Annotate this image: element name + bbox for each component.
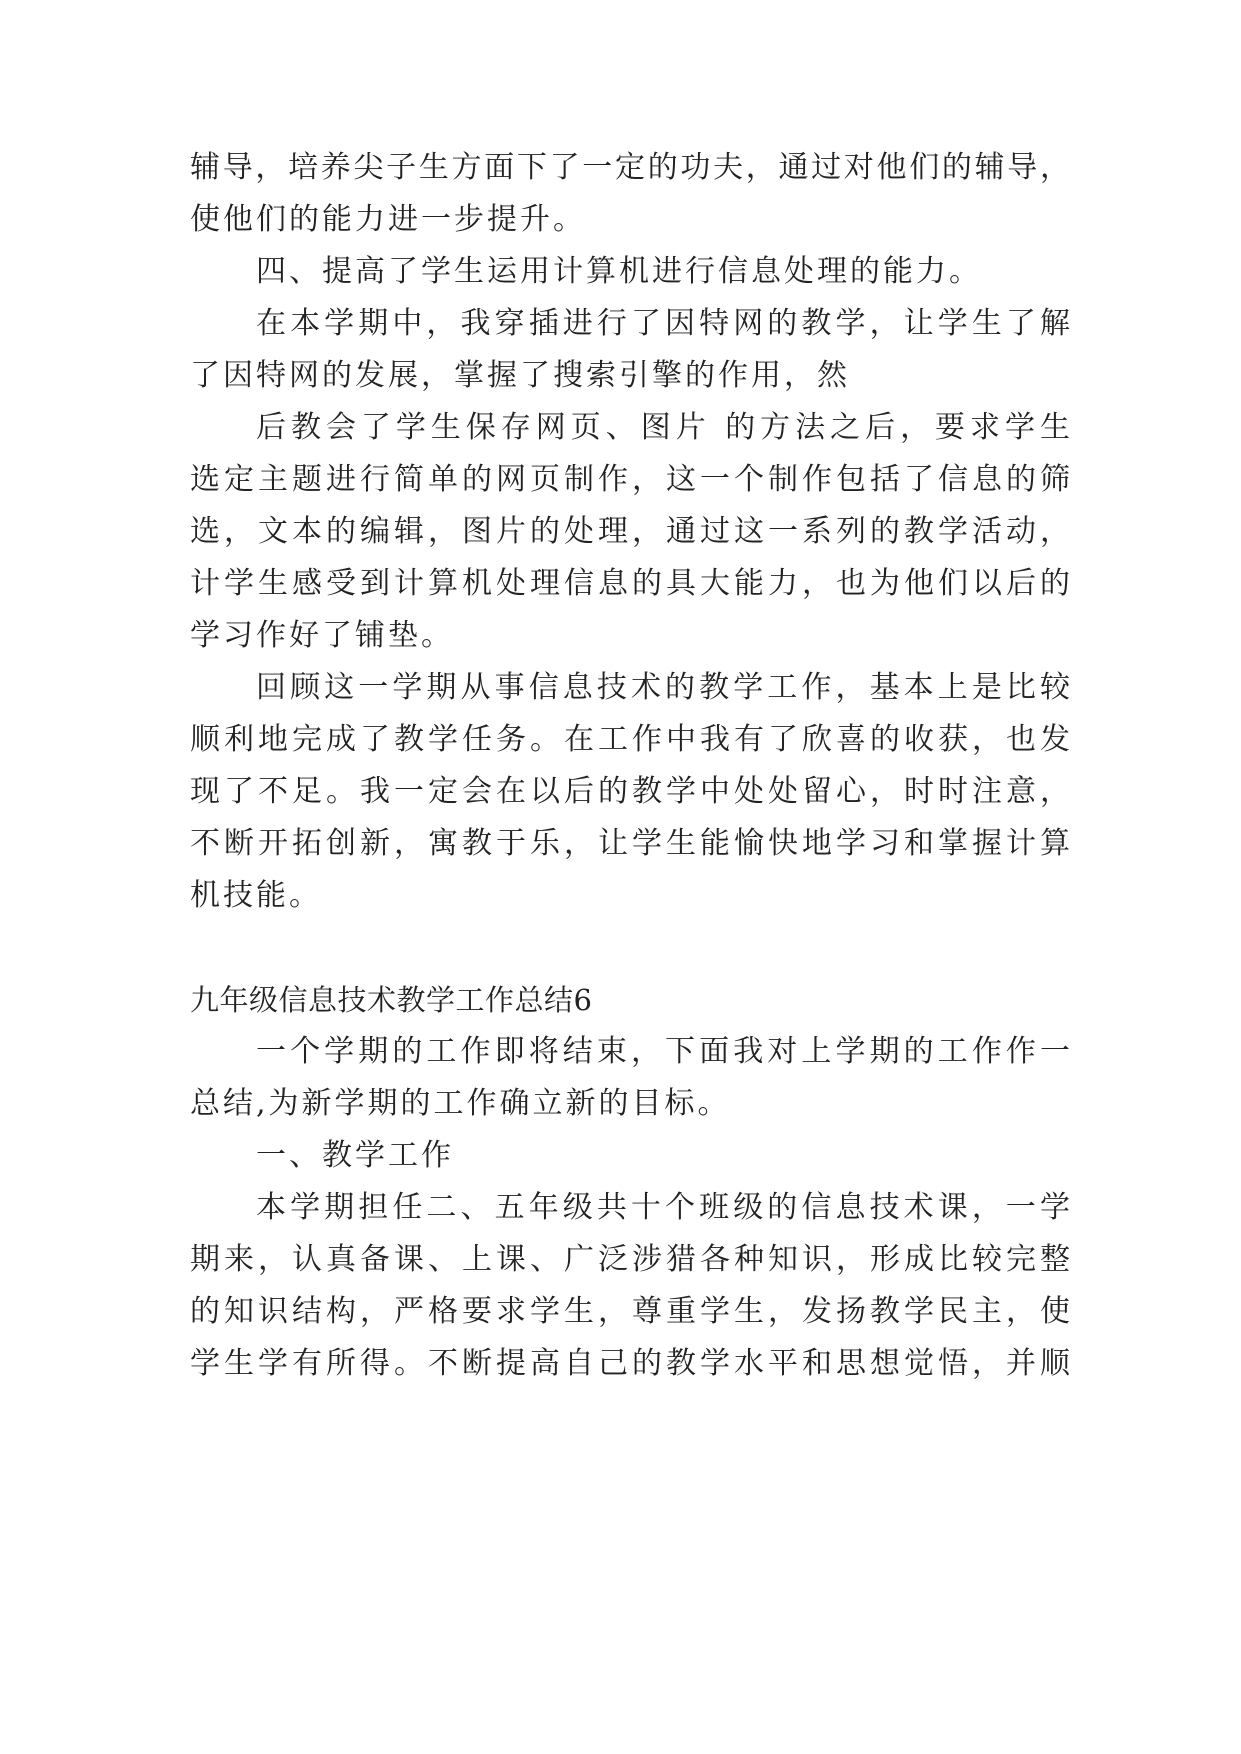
text-line: 不断开拓创新，寓教于乐，让学生能愉快地学习和掌握计算 (190, 826, 1070, 861)
text-line: 一个学期的工作即将结束，下面我对上学期的工作作一 (256, 1034, 1070, 1069)
text-line: 现了不足。我一定会在以后的教学中处处留心，时时注意， (190, 774, 1070, 809)
text-line: 的知识结构，严格要求学生，尊重学生，发扬教学民主，使 (190, 1294, 1070, 1329)
text-line: 本学期担任二、五年级共十个班级的信息技术课，一学 (256, 1190, 1070, 1225)
section-title: 九年级信息技术教学工作总结6 (190, 983, 593, 1017)
text-line: 选，文本的编辑，图片的处理，通过这一系列的教学活动， (190, 514, 1070, 549)
text-line: 期来，认真备课、上课、广泛涉猎各种知识，形成比较完整 (190, 1242, 1070, 1277)
text-line: 选定主题进行简单的网页制作，这一个制作包括了信息的筛 (190, 462, 1070, 497)
text-line: 计学生感受到计算机处理信息的具大能力，也为他们以后的 (190, 566, 1070, 601)
text-line: 学生学有所得。不断提高自己的教学水平和思想觉悟，并顺 (190, 1346, 1070, 1381)
text-line: 后教会了学生保存网页、图片 的方法之后，要求学生 (256, 410, 1070, 445)
text-line: 一、教学工作 (256, 1138, 454, 1173)
text-line: 使他们的能力进一步提升。 (190, 202, 586, 237)
text-line: 辅导，培养尖子生方面下了一定的功夫，通过对他们的辅导， (190, 150, 1070, 185)
text-line: 学习作好了铺垫。 (190, 618, 454, 653)
text-line: 四、提高了学生运用计算机进行信息处理的能力。 (256, 254, 982, 289)
text-line: 在本学期中，我穿插进行了因特网的教学，让学生了解 (256, 306, 1070, 341)
text-line: 了因特网的发展，掌握了搜索引擎的作用，然 (190, 358, 850, 393)
text-line: 回顾这一学期从事信息技术的教学工作，基本上是比较 (256, 670, 1070, 705)
text-line: 总结,为新学期的工作确立新的目标。 (190, 1086, 731, 1121)
text-line: 顺利地完成了教学任务。在工作中我有了欣喜的收获，也发 (190, 722, 1070, 757)
text-line: 机技能。 (190, 878, 322, 913)
